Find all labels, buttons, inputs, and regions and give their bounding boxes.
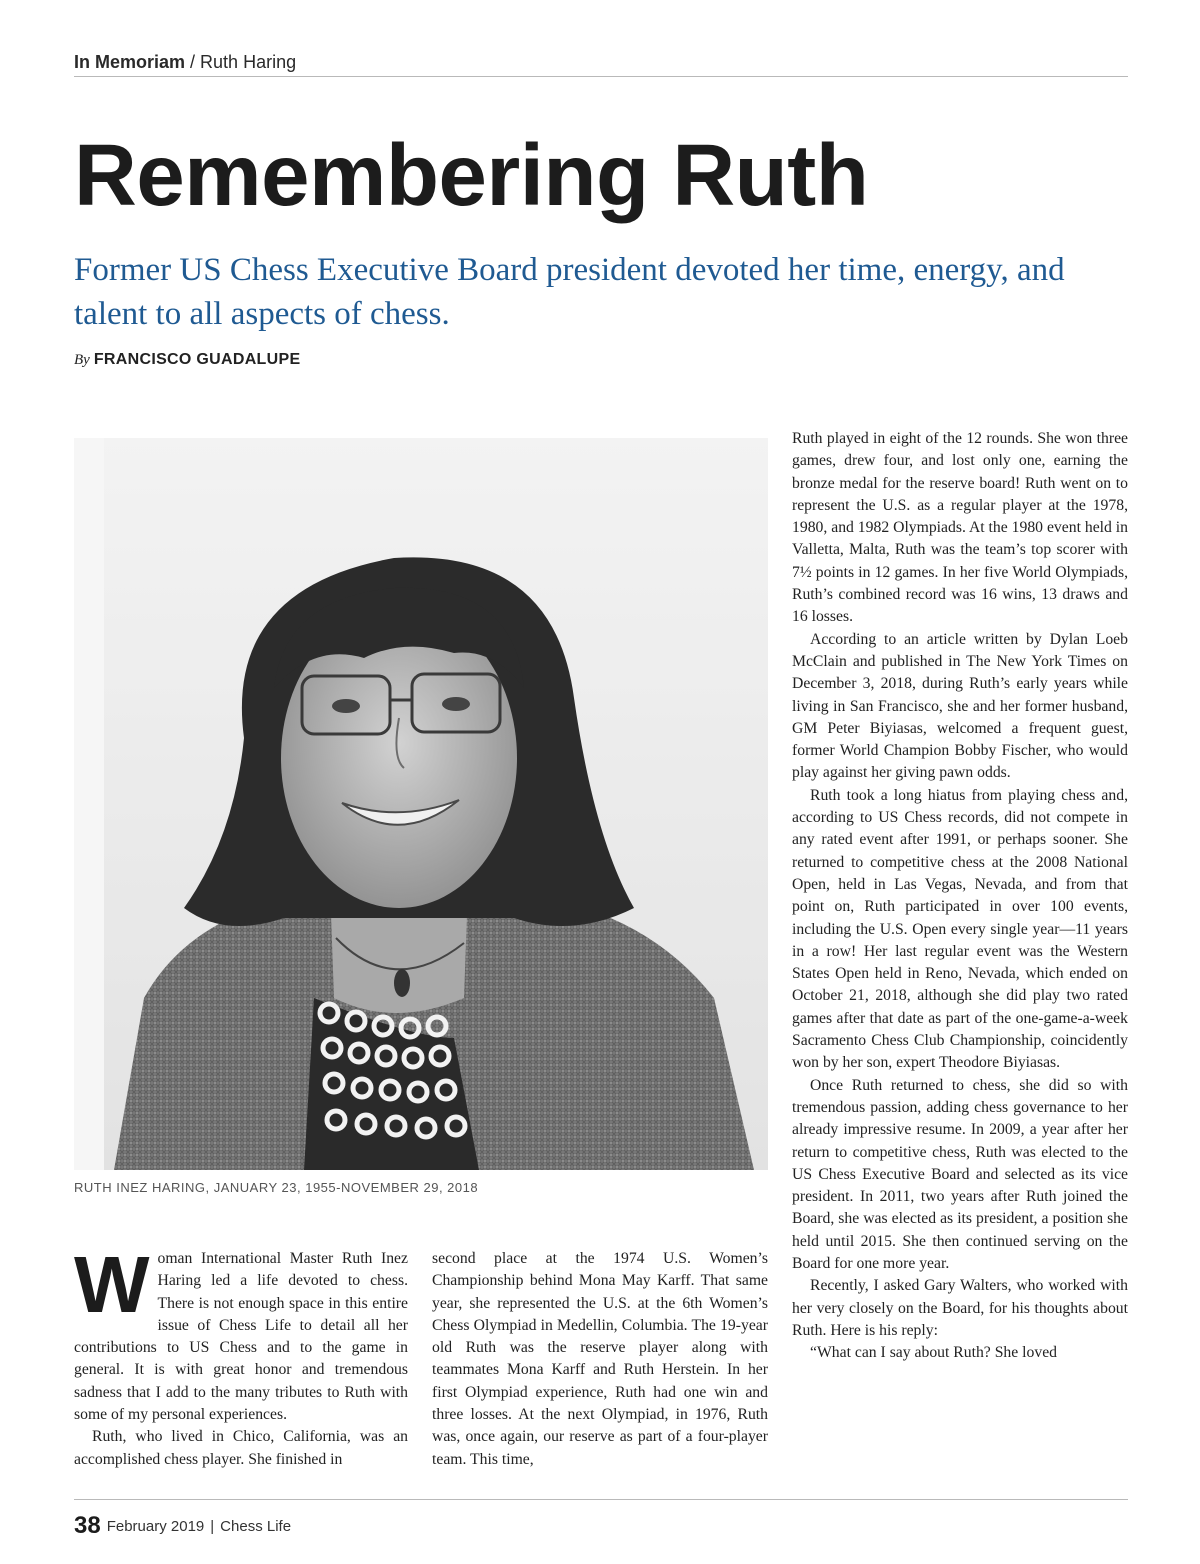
paragraph [74, 1240, 408, 1426]
paragraph: “What can I say about Ruth? She loved [810, 1344, 1058, 1362]
running-head-separator: / [185, 52, 201, 72]
header-rule [74, 76, 1128, 77]
paragraph-text: oman International Master Ruth Inez Haring led a life devoted to chess. There is not enough space in this entire issue of Chess Life to detail all her contributions to US Chess and to the game in general. It is with great honor and tremendous sadness that I add to the many tributes to Ruth with some of my personal experiences. [74, 1250, 408, 1424]
paragraph: Ruth took a long hiatus from playing chess and, according to US Chess records, did not compete in any rated event after 1991, or perhaps sooner. She returned to competitive chess at the 2008 National Open, held in Las Vegas, Nevada, and from that point on, Ruth participated in over 100 events, including the U.S. Open every single year—11 years in a row! Her last regular event was the Western States Open held in Reno, Nevada, which ended on October 21, 2018, although she did play two rated games after that date as part of the one-game-a-week Sacramento Chess Club Championship, coincidently won by her son, expert Theodore Biyiasas. [792, 786, 1128, 1072]
paragraph: Ruth played in eight of the 12 rounds. She won three games, drew four, and lost only one, earning the bronze medal for the reserve board! Ruth went on to represent the U.S. as a regular player at the 1978, 1980, and 1982 Olympiads. At the 1980 event held in Valletta, Malta, Ruth was the team’s top scorer with 7½ points in 12 games. In her five World Olympiads, Ruth’s combined record was 16 wins, 13 draws and 16 losses. [792, 430, 1128, 626]
section-label: In Memoriam [74, 52, 186, 72]
byline-author: FRANCISCO GUADALUPE [93, 351, 301, 368]
paragraph: Ruth, who lived in Chico, California, was an accomplished chess player. She finished in [74, 1428, 408, 1468]
footer-separator: | [210, 1518, 215, 1535]
article-column-3 [792, 428, 1128, 1364]
paragraph: second place at the 1974 U.S. Women’s Championship behind Mona May Karff. That same year, she represented the U.S. at the 6th Women’s Chess Olympiad in Medellin, Columbia. The 19-year old Ruth was the reserve player along with teammates Mona Karff and Ruth Herstein. In her first Olympiad experience, Ruth had one win and three losses. At the next Olympiad, in 1976, Ruth was, once again, our reserve as part of a four-player team. This time, [432, 1250, 768, 1468]
photo-caption: RUTH INEZ HARING, JANUARY 23, 1955-NOVEMBER 29, 2018 [74, 1180, 479, 1195]
running-head [74, 52, 296, 73]
page-footer [74, 1512, 291, 1540]
deck-subtitle: Former US Chess Executive Board president devoted her time, energy, and talent to all aspects of chess. [74, 252, 1065, 332]
portrait-photo [74, 438, 768, 1170]
magazine-name: Chess Life [220, 1518, 292, 1535]
portrait-illustration [74, 438, 768, 1170]
issue-date: February 2019 [106, 1518, 205, 1535]
article-column-2 [432, 1248, 768, 1471]
byline-by: By [74, 352, 90, 368]
article-column-1 [74, 1240, 408, 1471]
footer-rule [74, 1499, 1128, 1500]
byline [74, 351, 300, 369]
paragraph: Once Ruth returned to chess, she did so with tremendous passion, adding chess governance to her already impressive resume. In 2009, a year after her return to competitive chess, Ruth was elected to the US Chess Executive Board and selected as its vice president. In 2011, two years after Ruth joined the Board, she was elected as its president, a position she held until 2015. She then continued serving on the Board for one more year. [792, 1076, 1128, 1272]
paragraph: Recently, I asked Gary Walters, who worked with her very closely on the Board, for his thoughts about Ruth. Here is his reply: [792, 1277, 1128, 1339]
drop-cap: W [74, 1240, 150, 1329]
page-number: 38 [74, 1512, 101, 1539]
paragraph: According to an article written by Dylan Loeb McClain and published in The New York Times on December 3, 2018, during Ruth’s early years while living in San Francisco, she and her former husband, GM Peter Biyiasas, welcomed a frequent guest, former World Champion Bobby Fischer, who would play against her giving pawn odds. [792, 630, 1128, 782]
running-head-subject: Ruth Haring [200, 52, 297, 72]
page-title: Remembering Ruth [74, 127, 869, 224]
